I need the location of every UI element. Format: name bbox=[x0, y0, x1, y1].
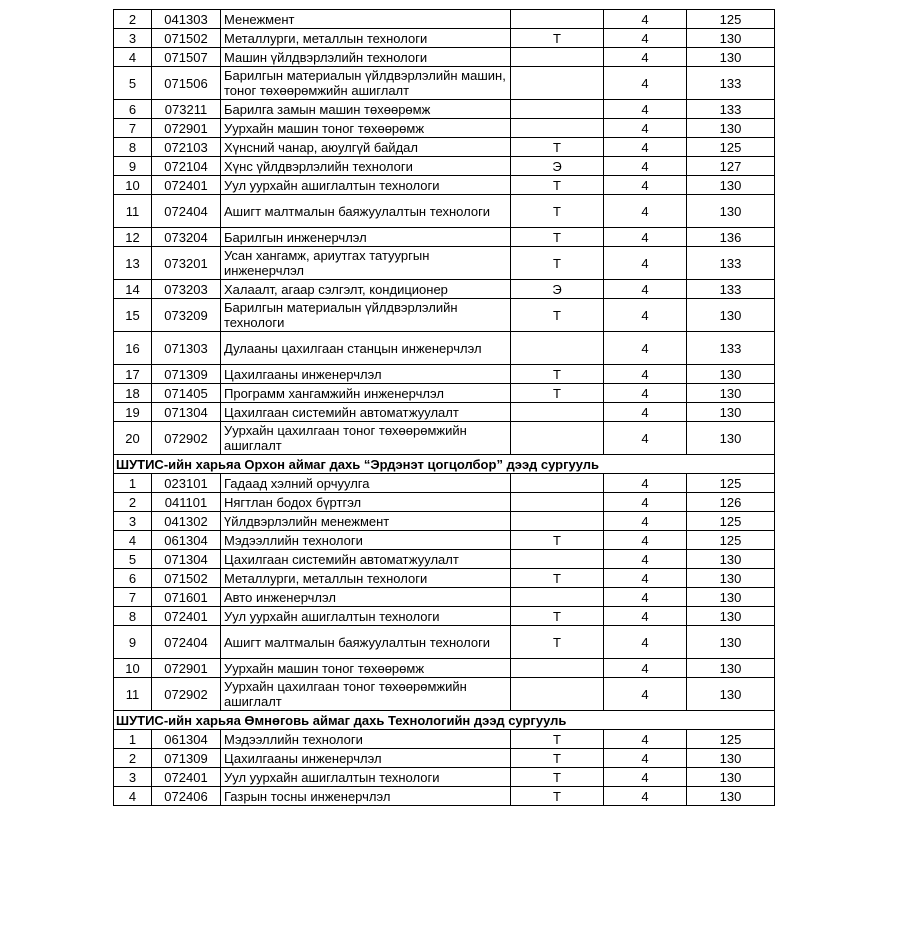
program-flag: Т bbox=[511, 384, 604, 403]
row-number: 1 bbox=[114, 730, 152, 749]
program-name: Уул уурхайн ашиглалтын технологи bbox=[221, 607, 511, 626]
program-code: 071502 bbox=[152, 569, 221, 588]
program-code: 073211 bbox=[152, 100, 221, 119]
row-number: 18 bbox=[114, 384, 152, 403]
program-code: 073203 bbox=[152, 280, 221, 299]
program-flag: Т bbox=[511, 228, 604, 247]
program-flag: Т bbox=[511, 176, 604, 195]
program-name: Дулааны цахилгаан станцын инженерчлэл bbox=[221, 332, 511, 365]
program-flag: Т bbox=[511, 768, 604, 787]
table-row bbox=[114, 332, 775, 365]
table-row bbox=[114, 768, 775, 787]
row-number: 6 bbox=[114, 100, 152, 119]
table-row bbox=[114, 493, 775, 512]
threshold-score: 133 bbox=[687, 67, 775, 100]
study-years: 4 bbox=[604, 730, 687, 749]
program-code: 072401 bbox=[152, 768, 221, 787]
program-flag bbox=[511, 474, 604, 493]
study-years: 4 bbox=[604, 569, 687, 588]
row-number: 11 bbox=[114, 195, 152, 228]
row-number: 6 bbox=[114, 569, 152, 588]
table-row bbox=[114, 749, 775, 768]
table-row bbox=[114, 29, 775, 48]
program-name: Барилга замын машин төхөөрөмж bbox=[221, 100, 511, 119]
row-number: 7 bbox=[114, 588, 152, 607]
table-row bbox=[114, 659, 775, 678]
program-code: 041303 bbox=[152, 10, 221, 29]
threshold-score: 125 bbox=[687, 730, 775, 749]
study-years: 4 bbox=[604, 493, 687, 512]
study-years: 4 bbox=[604, 768, 687, 787]
program-flag bbox=[511, 659, 604, 678]
row-number: 5 bbox=[114, 550, 152, 569]
study-years: 4 bbox=[604, 531, 687, 550]
program-flag: Т bbox=[511, 749, 604, 768]
table-row bbox=[114, 569, 775, 588]
row-number: 10 bbox=[114, 176, 152, 195]
study-years: 4 bbox=[604, 474, 687, 493]
table-row bbox=[114, 280, 775, 299]
threshold-score: 125 bbox=[687, 10, 775, 29]
program-name: Металлурги, металлын технологи bbox=[221, 569, 511, 588]
section-heading-row bbox=[114, 711, 775, 730]
row-number: 2 bbox=[114, 493, 152, 512]
row-number: 11 bbox=[114, 678, 152, 711]
threshold-score: 130 bbox=[687, 299, 775, 332]
program-name: Барилгын инженерчлэл bbox=[221, 228, 511, 247]
threshold-score: 130 bbox=[687, 403, 775, 422]
table-row bbox=[114, 247, 775, 280]
program-code: 071304 bbox=[152, 403, 221, 422]
study-years: 4 bbox=[604, 195, 687, 228]
program-flag: Т bbox=[511, 365, 604, 384]
table-row bbox=[114, 48, 775, 67]
program-name: Хүнсний чанар, аюулгүй байдал bbox=[221, 138, 511, 157]
program-name: Цахилгаан системийн автоматжуулалт bbox=[221, 403, 511, 422]
program-flag: Т bbox=[511, 730, 604, 749]
program-code: 071309 bbox=[152, 365, 221, 384]
program-flag: Т bbox=[511, 138, 604, 157]
program-name: Усан хангамж, ариутгах татуургын инженерчлэл bbox=[221, 247, 511, 280]
program-code: 072104 bbox=[152, 157, 221, 176]
table-row bbox=[114, 678, 775, 711]
row-number: 16 bbox=[114, 332, 152, 365]
program-code: 072902 bbox=[152, 422, 221, 455]
row-number: 7 bbox=[114, 119, 152, 138]
row-number: 3 bbox=[114, 768, 152, 787]
program-flag bbox=[511, 493, 604, 512]
threshold-score: 125 bbox=[687, 531, 775, 550]
row-number: 15 bbox=[114, 299, 152, 332]
row-number: 20 bbox=[114, 422, 152, 455]
threshold-score: 130 bbox=[687, 749, 775, 768]
study-years: 4 bbox=[604, 48, 687, 67]
threshold-score: 130 bbox=[687, 195, 775, 228]
table-row bbox=[114, 299, 775, 332]
program-flag: Т bbox=[511, 531, 604, 550]
table-row bbox=[114, 10, 775, 29]
table-row bbox=[114, 474, 775, 493]
program-name: Үйлдвэрлэлийн менежмент bbox=[221, 512, 511, 531]
row-number: 4 bbox=[114, 48, 152, 67]
threshold-score: 130 bbox=[687, 607, 775, 626]
study-years: 4 bbox=[604, 176, 687, 195]
table-row bbox=[114, 730, 775, 749]
program-flag: Т bbox=[511, 29, 604, 48]
threshold-score: 133 bbox=[687, 247, 775, 280]
table-row bbox=[114, 157, 775, 176]
row-number: 14 bbox=[114, 280, 152, 299]
table-row bbox=[114, 607, 775, 626]
threshold-score: 130 bbox=[687, 365, 775, 384]
program-name: Цахилгааны инженерчлэл bbox=[221, 365, 511, 384]
program-flag: Т bbox=[511, 195, 604, 228]
threshold-score: 133 bbox=[687, 280, 775, 299]
program-flag: Т bbox=[511, 787, 604, 806]
study-years: 4 bbox=[604, 228, 687, 247]
program-code: 041302 bbox=[152, 512, 221, 531]
row-number: 17 bbox=[114, 365, 152, 384]
row-number: 8 bbox=[114, 607, 152, 626]
threshold-score: 130 bbox=[687, 119, 775, 138]
study-years: 4 bbox=[604, 678, 687, 711]
study-years: 4 bbox=[604, 365, 687, 384]
table-row bbox=[114, 531, 775, 550]
threshold-score: 130 bbox=[687, 569, 775, 588]
table-row bbox=[114, 626, 775, 659]
program-name: Металлурги, металлын технологи bbox=[221, 29, 511, 48]
program-code: 072404 bbox=[152, 195, 221, 228]
row-number: 4 bbox=[114, 531, 152, 550]
row-number: 3 bbox=[114, 512, 152, 531]
program-name: Мэдээллийн технологи bbox=[221, 531, 511, 550]
program-code: 072103 bbox=[152, 138, 221, 157]
study-years: 4 bbox=[604, 138, 687, 157]
program-flag: Э bbox=[511, 157, 604, 176]
program-name: Уул уурхайн ашиглалтын технологи bbox=[221, 176, 511, 195]
threshold-score: 125 bbox=[687, 474, 775, 493]
program-code: 072406 bbox=[152, 787, 221, 806]
program-code: 071507 bbox=[152, 48, 221, 67]
row-number: 13 bbox=[114, 247, 152, 280]
program-name: Уурхайн машин тоног төхөөрөмж bbox=[221, 659, 511, 678]
program-flag bbox=[511, 67, 604, 100]
table-row bbox=[114, 365, 775, 384]
study-years: 4 bbox=[604, 67, 687, 100]
study-years: 4 bbox=[604, 100, 687, 119]
table-row bbox=[114, 67, 775, 100]
table-row bbox=[114, 403, 775, 422]
program-name: Нягтлан бодох бүртгэл bbox=[221, 493, 511, 512]
program-code: 072901 bbox=[152, 659, 221, 678]
program-name: Авто инженерчлэл bbox=[221, 588, 511, 607]
row-number: 12 bbox=[114, 228, 152, 247]
section-heading: ШУТИС-ийн харьяа Өмнөговь аймаг дахь Технологийн дээд сургууль bbox=[114, 711, 775, 730]
study-years: 4 bbox=[604, 550, 687, 569]
threshold-score: 127 bbox=[687, 157, 775, 176]
threshold-score: 130 bbox=[687, 626, 775, 659]
program-name: Менежмент bbox=[221, 10, 511, 29]
row-number: 19 bbox=[114, 403, 152, 422]
program-flag bbox=[511, 422, 604, 455]
threshold-score: 125 bbox=[687, 512, 775, 531]
program-code: 072901 bbox=[152, 119, 221, 138]
program-flag: Т bbox=[511, 299, 604, 332]
threshold-score: 130 bbox=[687, 588, 775, 607]
program-flag bbox=[511, 403, 604, 422]
program-name: Машин үйлдвэрлэлийн технологи bbox=[221, 48, 511, 67]
program-code: 061304 bbox=[152, 730, 221, 749]
row-number: 1 bbox=[114, 474, 152, 493]
study-years: 4 bbox=[604, 607, 687, 626]
program-code: 073209 bbox=[152, 299, 221, 332]
table-row bbox=[114, 138, 775, 157]
table-row bbox=[114, 195, 775, 228]
study-years: 4 bbox=[604, 384, 687, 403]
row-number: 9 bbox=[114, 157, 152, 176]
program-flag: Т bbox=[511, 607, 604, 626]
table-row bbox=[114, 176, 775, 195]
study-years: 4 bbox=[604, 10, 687, 29]
table-row bbox=[114, 100, 775, 119]
section-heading: ШУТИС-ийн харьяа Орхон аймаг дахь “Эрдэнэт цогцолбор” дээд сургууль bbox=[114, 455, 775, 474]
threshold-score: 130 bbox=[687, 659, 775, 678]
program-code: 071405 bbox=[152, 384, 221, 403]
study-years: 4 bbox=[604, 787, 687, 806]
threshold-score: 130 bbox=[687, 787, 775, 806]
program-name: Цахилгаан системийн автоматжуулалт bbox=[221, 550, 511, 569]
program-code: 071303 bbox=[152, 332, 221, 365]
program-name: Мэдээллийн технологи bbox=[221, 730, 511, 749]
program-table-body bbox=[114, 10, 775, 806]
study-years: 4 bbox=[604, 119, 687, 138]
program-code: 071506 bbox=[152, 67, 221, 100]
program-code: 071601 bbox=[152, 588, 221, 607]
table-row bbox=[114, 384, 775, 403]
threshold-score: 130 bbox=[687, 678, 775, 711]
row-number: 9 bbox=[114, 626, 152, 659]
program-flag bbox=[511, 550, 604, 569]
threshold-score: 125 bbox=[687, 138, 775, 157]
row-number: 2 bbox=[114, 749, 152, 768]
program-name: Ашигт малтмалын баяжуулалтын технологи bbox=[221, 626, 511, 659]
threshold-score: 133 bbox=[687, 332, 775, 365]
program-code: 072404 bbox=[152, 626, 221, 659]
row-number: 4 bbox=[114, 787, 152, 806]
program-name: Уул уурхайн ашиглалтын технологи bbox=[221, 768, 511, 787]
threshold-score: 130 bbox=[687, 48, 775, 67]
threshold-score: 130 bbox=[687, 29, 775, 48]
threshold-score: 130 bbox=[687, 550, 775, 569]
program-code: 041101 bbox=[152, 493, 221, 512]
study-years: 4 bbox=[604, 280, 687, 299]
program-name: Цахилгааны инженерчлэл bbox=[221, 749, 511, 768]
threshold-score: 130 bbox=[687, 384, 775, 403]
program-code: 071304 bbox=[152, 550, 221, 569]
program-code: 073201 bbox=[152, 247, 221, 280]
program-name: Газрын тосны инженерчлэл bbox=[221, 787, 511, 806]
study-years: 4 bbox=[604, 749, 687, 768]
study-years: 4 bbox=[604, 422, 687, 455]
program-code: 023101 bbox=[152, 474, 221, 493]
program-name: Уурхайн машин тоног төхөөрөмж bbox=[221, 119, 511, 138]
study-years: 4 bbox=[604, 403, 687, 422]
threshold-score: 130 bbox=[687, 176, 775, 195]
program-code: 061304 bbox=[152, 531, 221, 550]
program-table bbox=[113, 9, 775, 806]
row-number: 3 bbox=[114, 29, 152, 48]
program-flag bbox=[511, 48, 604, 67]
program-flag: Т bbox=[511, 569, 604, 588]
table-row bbox=[114, 550, 775, 569]
study-years: 4 bbox=[604, 512, 687, 531]
program-code: 072902 bbox=[152, 678, 221, 711]
program-code: 073204 bbox=[152, 228, 221, 247]
program-name: Хүнс үйлдвэрлэлийн технологи bbox=[221, 157, 511, 176]
program-flag bbox=[511, 10, 604, 29]
table-row bbox=[114, 228, 775, 247]
threshold-score: 126 bbox=[687, 493, 775, 512]
program-name: Халаалт, агаар сэлгэлт, кондиционер bbox=[221, 280, 511, 299]
section-heading-row bbox=[114, 455, 775, 474]
program-name: Уурхайн цахилгаан тоног төхөөрөмжийн ашиглалт bbox=[221, 678, 511, 711]
row-number: 5 bbox=[114, 67, 152, 100]
study-years: 4 bbox=[604, 659, 687, 678]
program-flag: Э bbox=[511, 280, 604, 299]
program-name: Гадаад хэлний орчуулга bbox=[221, 474, 511, 493]
row-number: 8 bbox=[114, 138, 152, 157]
threshold-score: 136 bbox=[687, 228, 775, 247]
program-code: 071502 bbox=[152, 29, 221, 48]
program-code: 071309 bbox=[152, 749, 221, 768]
program-name: Барилгын материалын үйлдвэрлэлийн технологи bbox=[221, 299, 511, 332]
table-row bbox=[114, 787, 775, 806]
study-years: 4 bbox=[604, 157, 687, 176]
program-flag bbox=[511, 678, 604, 711]
program-flag bbox=[511, 332, 604, 365]
table-row bbox=[114, 512, 775, 531]
program-flag bbox=[511, 100, 604, 119]
program-flag bbox=[511, 588, 604, 607]
study-years: 4 bbox=[604, 626, 687, 659]
study-years: 4 bbox=[604, 247, 687, 280]
program-flag: Т bbox=[511, 626, 604, 659]
program-name: Программ хангамжийн инженерчлэл bbox=[221, 384, 511, 403]
table-row bbox=[114, 119, 775, 138]
program-flag bbox=[511, 512, 604, 531]
study-years: 4 bbox=[604, 299, 687, 332]
study-years: 4 bbox=[604, 332, 687, 365]
program-flag bbox=[511, 119, 604, 138]
program-name: Барилгын материалын үйлдвэрлэлийн машин, тоног төхөөрөмжийн ашиглалт bbox=[221, 67, 511, 100]
program-code: 072401 bbox=[152, 607, 221, 626]
table-row bbox=[114, 588, 775, 607]
study-years: 4 bbox=[604, 588, 687, 607]
program-name: Уурхайн цахилгаан тоног төхөөрөмжийн ашиглалт bbox=[221, 422, 511, 455]
program-flag: Т bbox=[511, 247, 604, 280]
threshold-score: 130 bbox=[687, 768, 775, 787]
program-name: Ашигт малтмалын баяжуулалтын технологи bbox=[221, 195, 511, 228]
row-number: 10 bbox=[114, 659, 152, 678]
threshold-score: 130 bbox=[687, 422, 775, 455]
study-years: 4 bbox=[604, 29, 687, 48]
threshold-score: 133 bbox=[687, 100, 775, 119]
program-code: 072401 bbox=[152, 176, 221, 195]
row-number: 2 bbox=[114, 10, 152, 29]
table-row bbox=[114, 422, 775, 455]
